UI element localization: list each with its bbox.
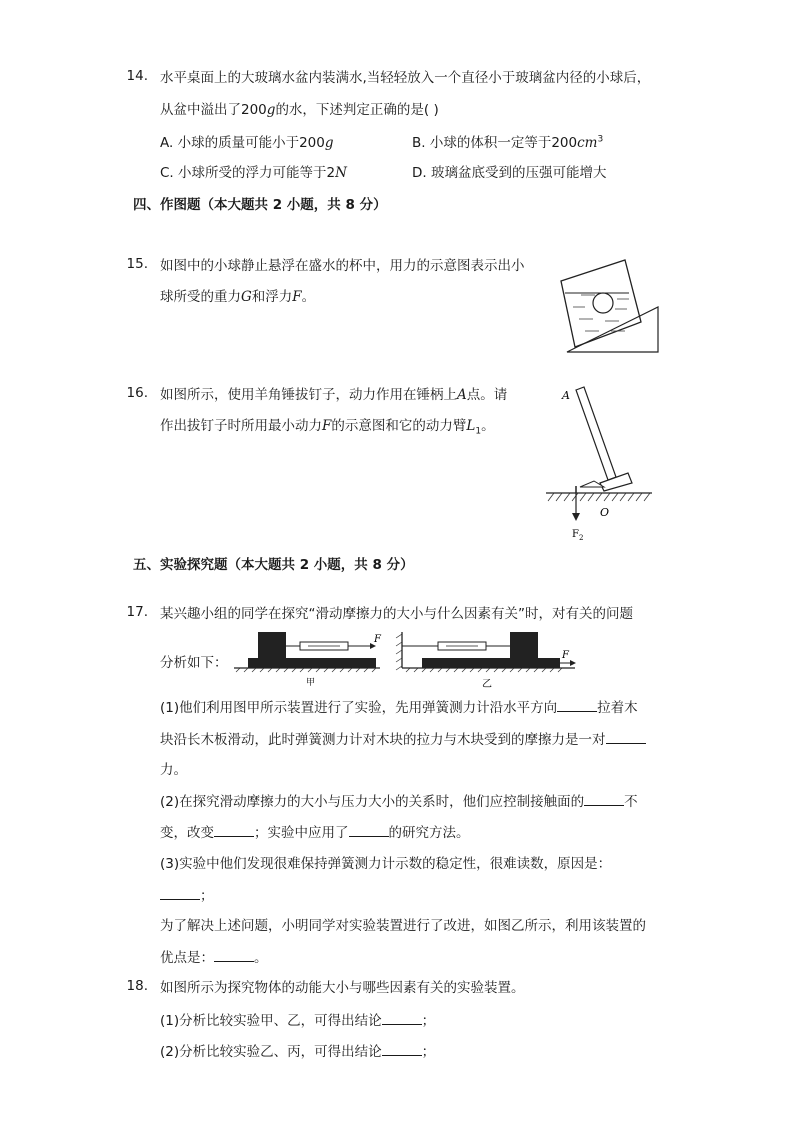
option-b: [412, 131, 603, 151]
q18-p1-text-a: (1)分析比较实验甲、乙，可得出结论: [160, 1013, 382, 1029]
question-15-line-2: [160, 287, 315, 307]
question-16-line-1: [160, 385, 507, 405]
q17-p1-text-b: 拉着木: [597, 700, 638, 716]
wood-block-yi: [510, 632, 538, 658]
answer-blank-9[interactable]: [382, 1041, 422, 1056]
q17-part-3-line-1: (3)实验中他们发现很难保持弹簧测力计示数的稳定性，很难读数，原因是：: [160, 856, 612, 872]
option-a: [160, 131, 334, 151]
claw-hammer-figure: [540, 383, 660, 543]
q17-p1-text-a: (1)他们利用图甲所示装置进行了实验，先用弹簧测力计沿水平方向: [160, 700, 558, 716]
label-yi: 乙: [482, 679, 492, 690]
q18-p2-text-b: ；: [421, 1044, 436, 1060]
q17-p2-text-e: 的研究方法。: [388, 825, 470, 841]
label-f-jia: F: [374, 634, 381, 645]
section-4-heading: 四、作图题（本大题共 2 小题，共 8 分）: [133, 197, 387, 213]
q14-text-c: 的水，下述判定正确的是( ): [275, 102, 439, 118]
q16-var-l: L: [466, 418, 476, 434]
q16-text-a2: 作出拔钉子时所用最小动力: [160, 418, 322, 434]
q17-part-3-line-2: [160, 885, 214, 906]
q16-text-c2: 的示意图和它的动力臂: [331, 418, 467, 434]
label-a: A: [562, 389, 570, 402]
answer-blank-1[interactable]: [557, 697, 597, 712]
answer-blank-5[interactable]: [349, 822, 389, 837]
force-f2-arrowhead: [572, 513, 580, 521]
question-17-number: 17.: [126, 604, 148, 620]
q17-part-4-line-1: 为了解决上述问题，小明同学对实验装置进行了改进，如图乙所示，利用该装置的: [160, 918, 646, 934]
option-c: [160, 161, 347, 181]
q16-var-a: A: [457, 387, 467, 403]
q14-var-g: g: [266, 102, 276, 118]
q18-p1-text-b: ；: [421, 1013, 436, 1029]
q17-p2-text-d: ；实验中应用了: [254, 825, 349, 841]
option-d: D. 玻璃盆底受到的压强可能增大: [412, 165, 607, 181]
q16-var-f: F: [322, 418, 332, 434]
answer-blank-2[interactable]: [606, 729, 646, 744]
q18-p2-text-a: (2)分析比较实验乙、丙，可得出结论: [160, 1044, 382, 1060]
q17-part-2-line-1: [160, 791, 638, 812]
answer-blank-4[interactable]: [214, 822, 254, 837]
answer-blank-6[interactable]: [160, 885, 200, 900]
answer-blank-7[interactable]: [214, 947, 254, 962]
q17-p4-text-b: 优点是：: [160, 950, 214, 966]
option-a-unit: g: [324, 135, 334, 151]
q17-p2-text-b: 不: [624, 794, 638, 810]
question-17-line-1: 某兴趣小组的同学在探究“滑动摩擦力的大小与什么因素有关”时，对有关的问题: [160, 606, 633, 622]
setup-yi: [396, 632, 576, 690]
label-f-yi: F: [562, 650, 569, 661]
q16-text-c: 点。请: [466, 387, 508, 403]
option-b-exponent: 3: [597, 134, 604, 145]
q17-part-1-line-2: [160, 729, 646, 750]
label-jia: 甲: [306, 678, 316, 688]
question-18-number: 18.: [126, 978, 148, 994]
q17-p1-text-c: 块沿长木板滑动，此时弹簧测力计对木块的拉力与木块受到的摩擦力是一对: [160, 732, 606, 748]
q16-var-l-sub: 1: [475, 426, 482, 437]
q15-text-e: 。: [301, 289, 316, 305]
q15-text-c: 和浮力: [251, 289, 293, 305]
question-16-number: 16.: [126, 385, 148, 401]
label-f2: $F_2$: [572, 529, 584, 542]
option-b-unit: cm: [577, 135, 598, 151]
q18-part-2: [160, 1041, 435, 1062]
floating-ball-figure: [555, 255, 665, 355]
section-5-heading: 五、实验探究题（本大题共 2 小题，共 8 分）: [133, 557, 414, 573]
q16-text-f: 。: [481, 418, 495, 434]
question-17-line-2: 分析如下：: [160, 655, 228, 671]
label-o: O: [600, 506, 610, 519]
option-c-unit: N: [335, 165, 347, 181]
q15-var-f: F: [292, 289, 302, 305]
answer-blank-3[interactable]: [584, 791, 624, 806]
q17-part-2-line-2: [160, 822, 470, 843]
q17-p3-text-b: ；: [200, 888, 214, 904]
option-b-text: B. 小球的体积一定等于200: [412, 135, 578, 151]
question-18-line-1: 如图所示为探究物体的动能大小与哪些因素有关的实验装置。: [160, 980, 525, 996]
wood-block-jia: [258, 632, 286, 658]
question-14-line-2: [160, 100, 439, 120]
q15-var-g: G: [241, 289, 252, 305]
q17-part-4-line-2: [160, 947, 268, 968]
ground-hatch: [548, 493, 650, 501]
answer-blank-8[interactable]: [382, 1010, 422, 1025]
q16-text-a: 如图所示，使用羊角锤拔钉子，动力作用在锤柄上: [160, 387, 457, 403]
option-a-text: A. 小球的质量可能小于200: [160, 135, 325, 151]
long-board-yi: [422, 658, 560, 668]
question-14-line-1: 水平桌面上的大玻璃水盆内装满水,当轻轻放入一个直径小于玻璃盆内径的小球后，: [160, 70, 651, 86]
hammer-handle: [576, 387, 616, 480]
setup-jia: [234, 632, 382, 688]
q14-text-a: 从盆中溢出了200: [160, 102, 267, 118]
tilted-cup: [561, 260, 641, 347]
q17-part-1-line-1: [160, 697, 638, 718]
long-board-jia: [248, 658, 376, 668]
question-15-line-1: 如图中的小球静止悬浮在盛水的杯中，用力的示意图表示出小: [160, 258, 525, 274]
question-15-number: 15.: [126, 256, 148, 272]
option-c-text: C. 小球所受的浮力可能等于2: [160, 165, 336, 181]
friction-apparatus-figure: [230, 628, 580, 690]
question-14-number: 14.: [126, 68, 148, 84]
q17-p2-text-a: (2)在探究滑动摩擦力的大小与压力大小的关系时，他们应控制接触面的: [160, 794, 585, 810]
q17-part-1-line-3: 力。: [160, 762, 187, 778]
q15-text-a: 球所受的重力: [160, 289, 241, 305]
q18-part-1: [160, 1010, 435, 1031]
ball: [593, 293, 613, 313]
q17-p2-text-c: 变，改变: [160, 825, 214, 841]
question-16-line-2: [160, 416, 495, 442]
q17-p4-text-c: 。: [254, 950, 268, 966]
